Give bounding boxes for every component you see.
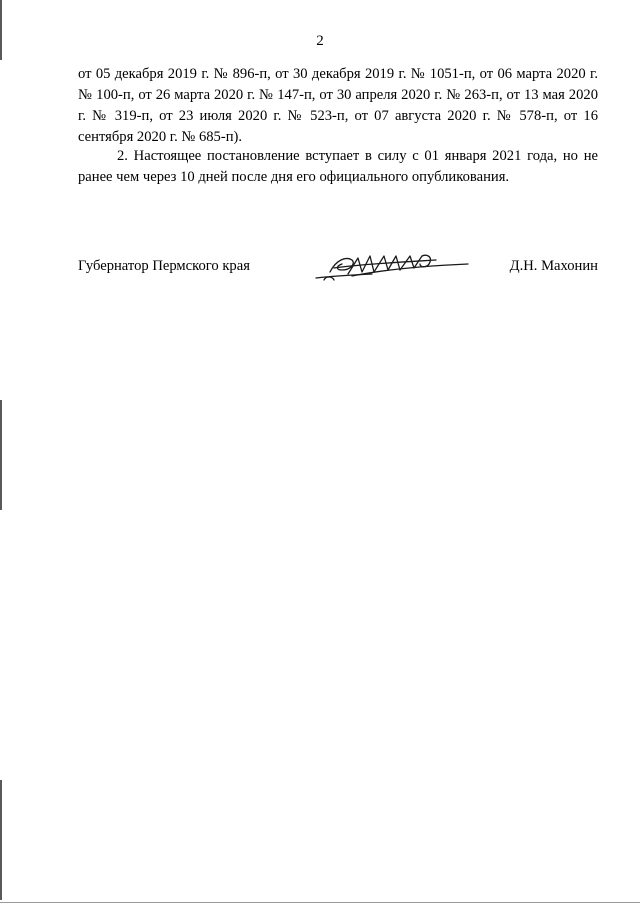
scan-edge-mark	[0, 400, 2, 510]
scan-bottom-line	[0, 902, 640, 903]
page-number: 2	[316, 33, 324, 49]
signatory-position: Губернатор Пермского края	[78, 258, 250, 274]
paragraph-continuation: от 05 декабря 2019 г. № 896-п, от 30 декабря 2019 г. № 1051-п, от 06 марта 2020 г. № 100-п, от 26 марта 2020 г. № 147-п, от 30 апреля 2020 г. № 263-п, от 13 мая 2020 г. № 319-п, от 23 июля 2020 г. № 523-п, от 07 августа 2020 г. № 578-п, от 16 сентября 2020 г. № 685-п).	[78, 66, 598, 145]
paragraph-effective-date: 2. Настоящее постановление вступает в силу с 01 января 2021 года, но не ранее чем через 10 дней после дня его официального опубликования.	[78, 148, 598, 185]
scan-edge-mark	[0, 0, 2, 60]
signatory-name: Д.Н. Махонин	[509, 258, 598, 274]
handwritten-signature	[312, 246, 472, 286]
scan-edge-mark	[0, 780, 2, 900]
